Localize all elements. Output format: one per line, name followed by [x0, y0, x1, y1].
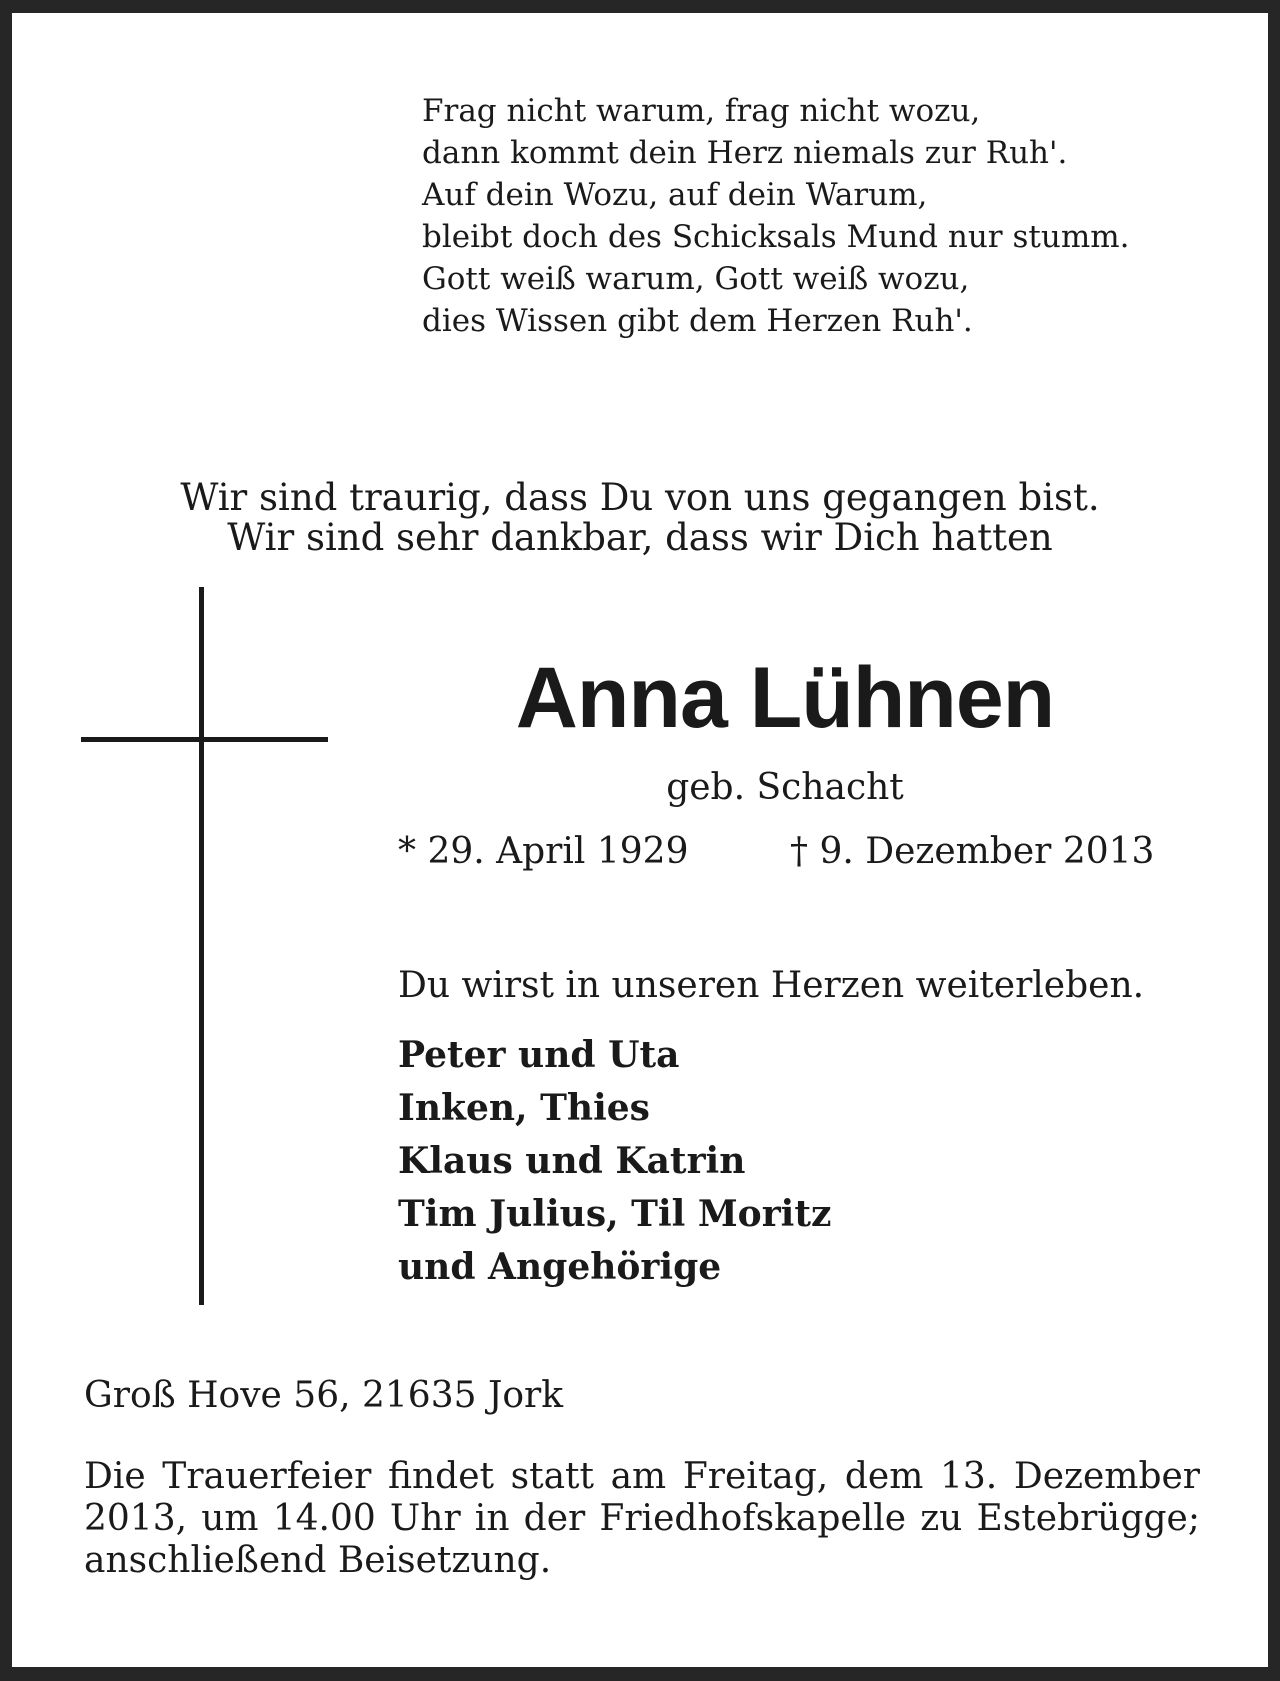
poem-line: Auf dein Wozu, auf dein Warum,: [422, 177, 928, 213]
deceased-name: Anna Lühnen: [515, 650, 1055, 746]
poem-line: dann kommt dein Herz niemals zur Ruh'.: [422, 135, 1068, 171]
poem-line: bleibt doch des Schicksals Mund nur stumm.: [422, 219, 1130, 255]
poem-line: Gott weiß warum, Gott weiß wozu,: [422, 261, 970, 297]
mourner: Tim Julius, Til Moritz: [398, 1193, 832, 1235]
poem: [422, 90, 1129, 342]
birth-date: * 29. April 1929: [398, 831, 689, 872]
mourners-list: [398, 1029, 831, 1294]
death-date: † 9. Dezember 2013: [790, 831, 1155, 872]
funeral-info: Die Trauerfeier findet statt am Freitag, dem 13. Dezember 2013, um 14.00 Uhr in der Friedhofskapelle zu Estebrügge; anschließend Beisetzung.: [84, 1456, 1200, 1581]
mourner: und Angehörige: [398, 1246, 722, 1288]
poem-line: Frag nicht warum, frag nicht wozu,: [422, 93, 981, 129]
mourner: Klaus und Katrin: [398, 1140, 746, 1182]
condolence-message: [0, 478, 1280, 558]
mourner: Peter und Uta: [398, 1034, 680, 1076]
message-line-1: Wir sind traurig, dass Du von uns gegangen bist.: [180, 476, 1100, 519]
message-line-2: Wir sind sehr dankbar, dass wir Dich hatten: [227, 516, 1053, 559]
maiden-name: geb. Schacht: [666, 767, 904, 808]
cross-icon: [199, 587, 204, 1305]
mourner: Inken, Thies: [398, 1087, 650, 1129]
poem-line: dies Wissen gibt dem Herzen Ruh'.: [422, 303, 973, 339]
farewell-line: Du wirst in unseren Herzen weiterleben.: [398, 965, 1145, 1006]
address: Groß Hove 56, 21635 Jork: [84, 1375, 564, 1416]
cross-icon-bar: [81, 737, 328, 742]
